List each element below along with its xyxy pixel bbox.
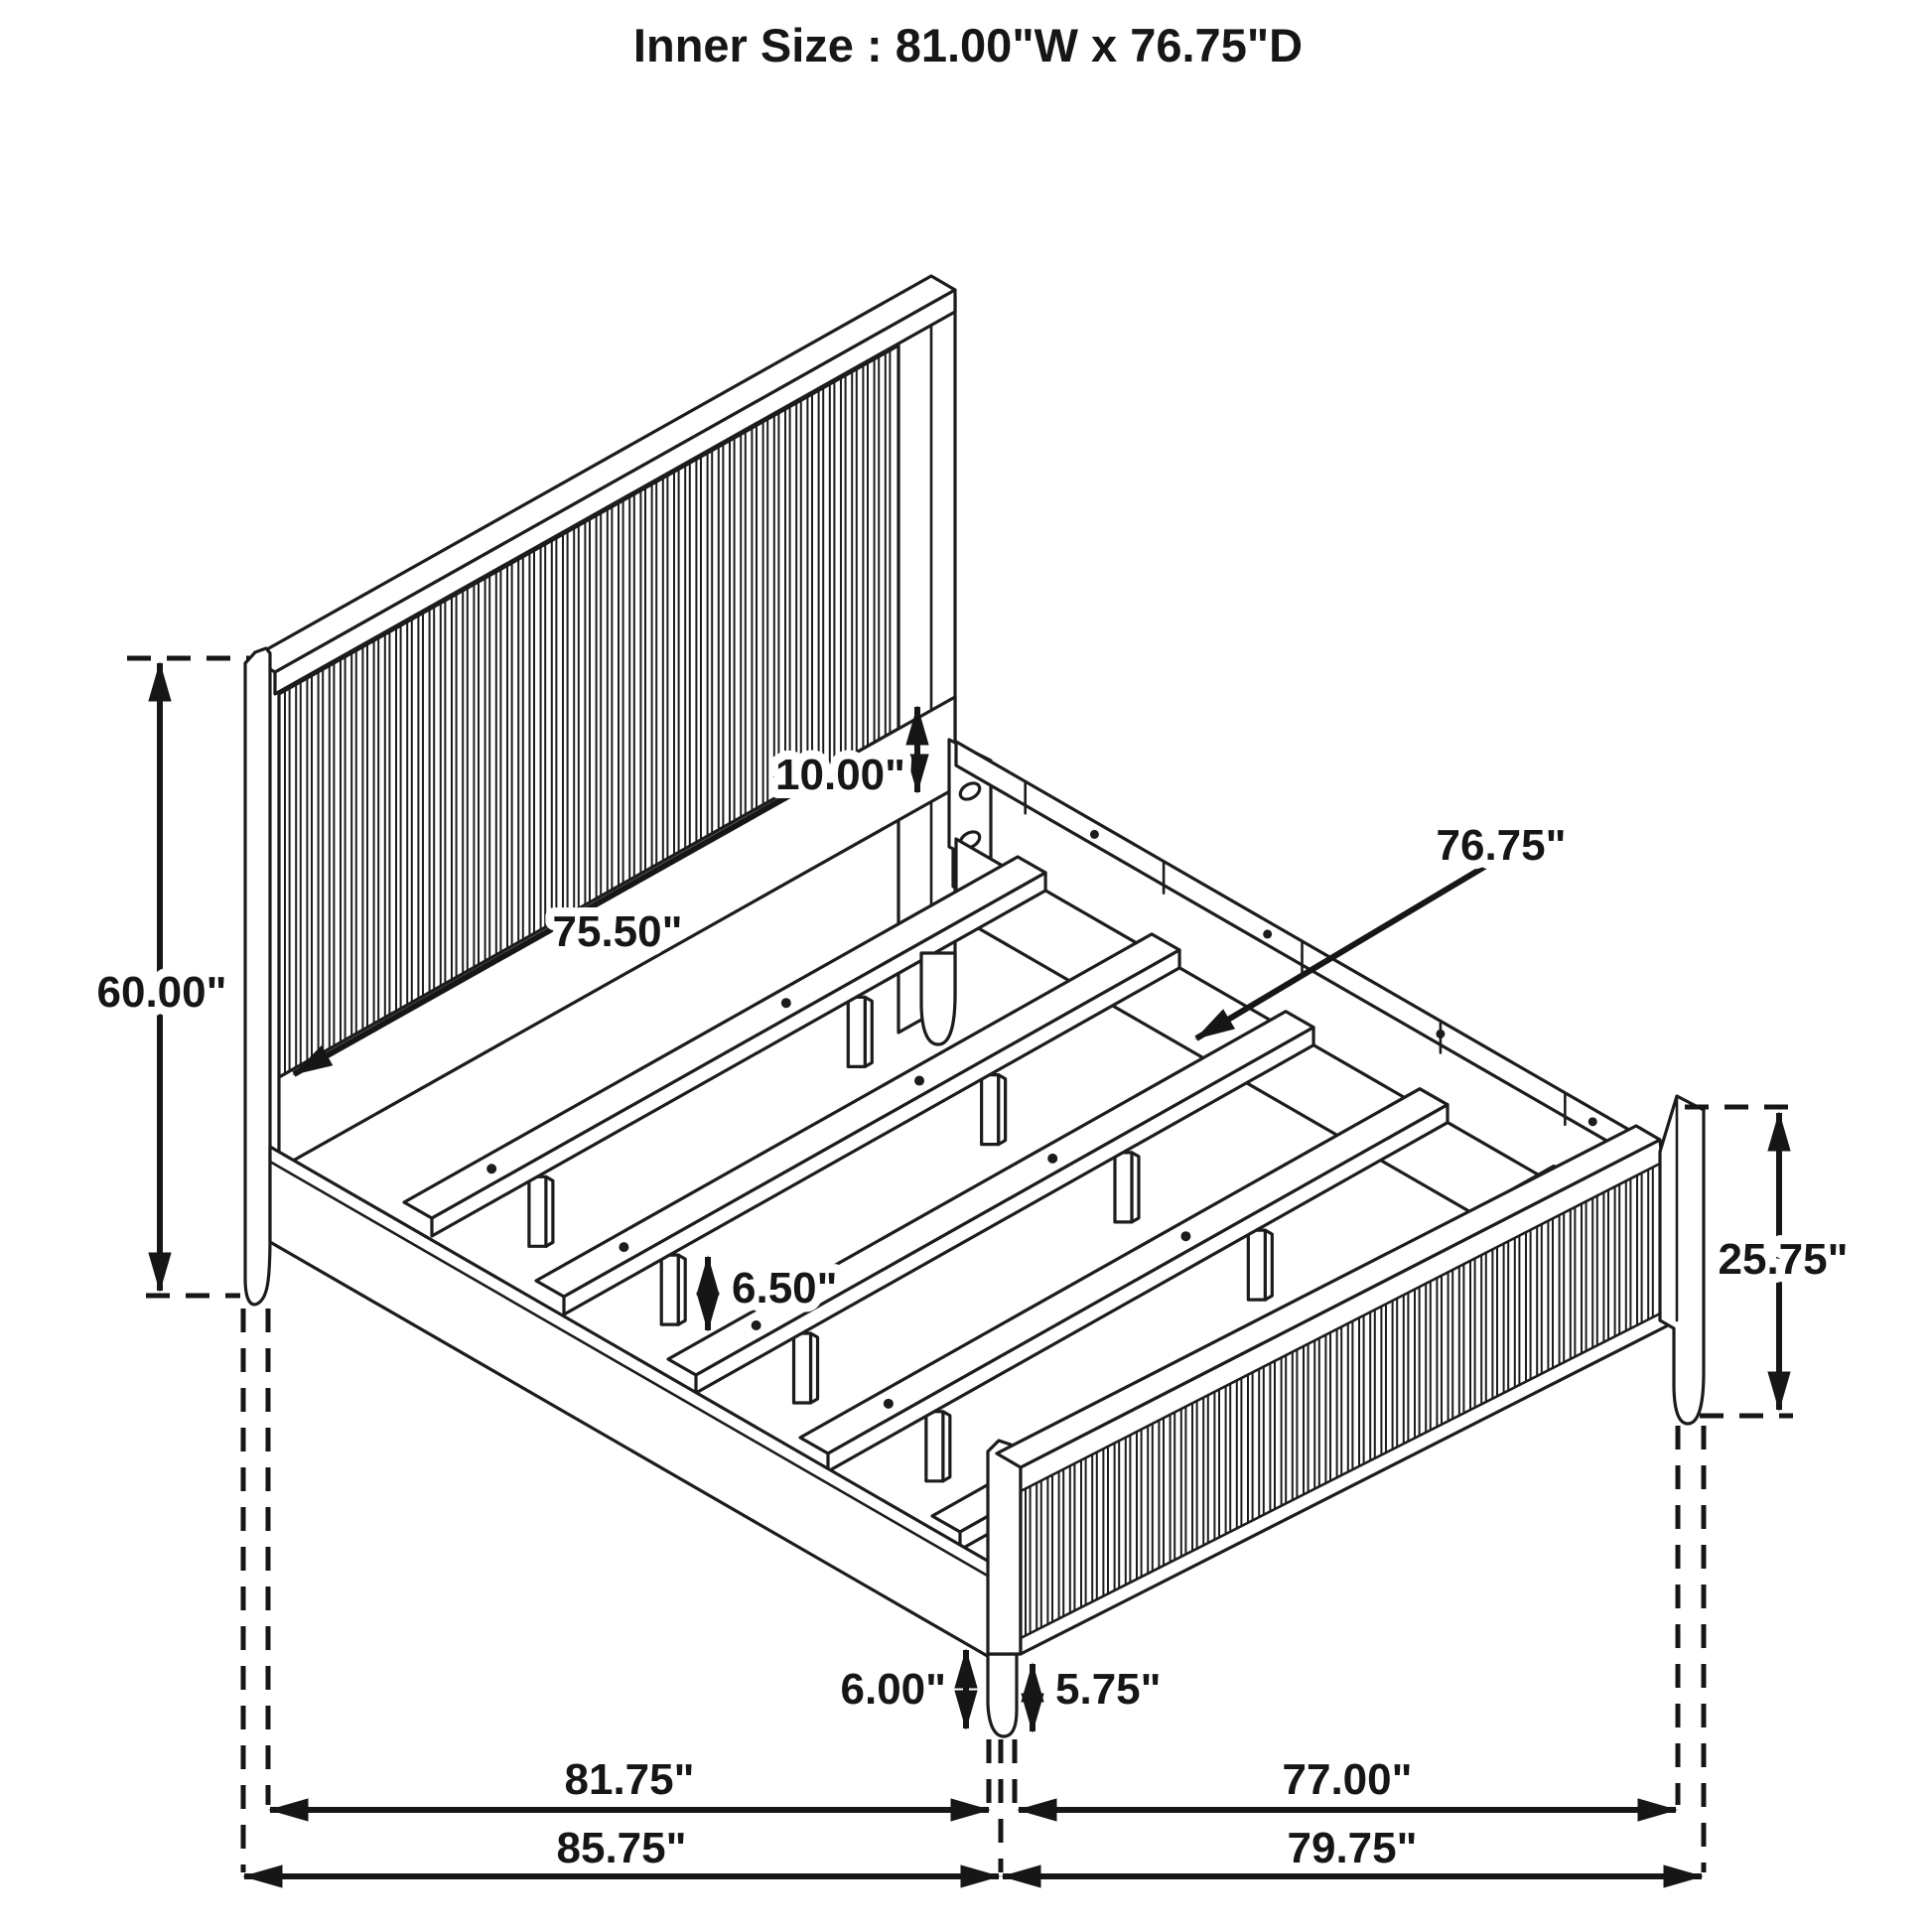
dim-center-leg-height: 6.50" — [732, 1264, 838, 1312]
diagram-title: Inner Size : 81.00"W x 76.75"D — [632, 19, 1304, 71]
dim-inner-width-floor: 81.75" — [564, 1755, 695, 1804]
dim-slat-length: 76.75" — [1436, 821, 1567, 870]
dim-footboard-leg-front: 6.00" — [840, 1665, 946, 1714]
dim-inner-depth-floor: 77.00" — [1282, 1755, 1413, 1804]
dim-headboard-height: 60.00" — [96, 968, 227, 1017]
dim-footboard-leg-side: 5.75" — [1055, 1665, 1162, 1714]
bed-line-art — [245, 276, 1704, 1736]
dim-outer-depth-floor: 79.75" — [1287, 1824, 1418, 1872]
dim-headboard-bottom-rail: 10.00" — [775, 751, 905, 799]
dim-footboard-height: 25.75" — [1718, 1235, 1849, 1284]
dim-headboard-inner-width: 75.50" — [552, 907, 683, 956]
dim-outer-width-floor: 85.75" — [556, 1824, 687, 1872]
